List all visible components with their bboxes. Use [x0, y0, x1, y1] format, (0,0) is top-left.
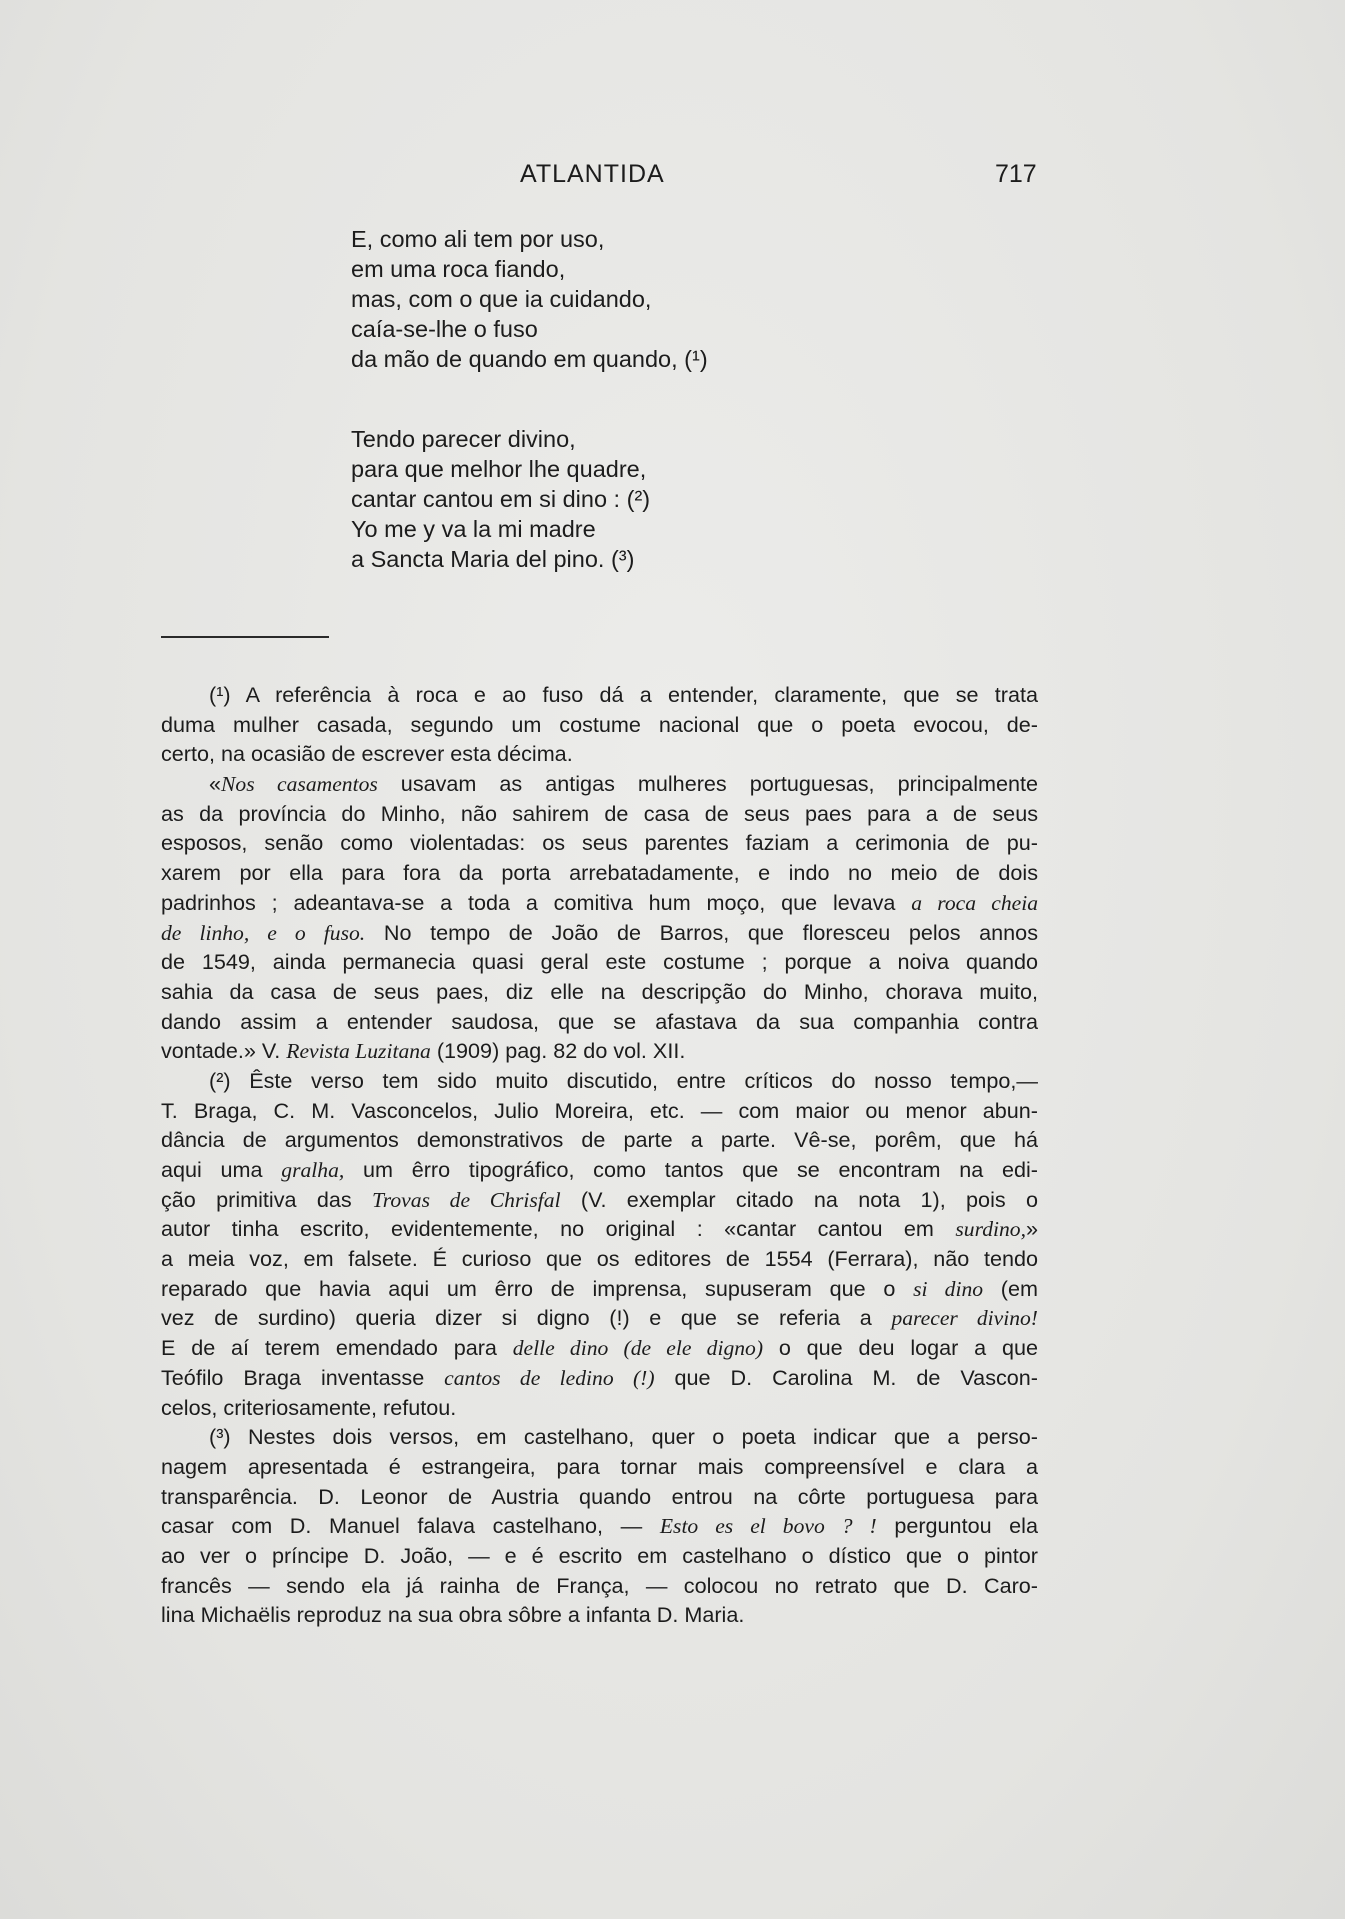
verse-line: da mão de quando em quando, (¹): [351, 346, 708, 372]
verse-line: E, como ali tem por uso,: [351, 226, 605, 252]
note-line: ao ver o príncipe D. João, — e é escrito em castelhano o dístico que o pintor: [161, 1542, 1038, 1568]
note-line: E de aí terem emendado para delle dino (de ele digno) o que deu logar a que: [161, 1335, 1038, 1361]
note-line: T. Braga, C. M. Vasconcelos, Julio Moreira, etc. — com maior ou menor abun-: [161, 1097, 1038, 1123]
note-line: (¹) A referência à roca e ao fuso dá a entender, claramente, que se trata: [209, 682, 1038, 707]
italic-phrase: de linho, e o fuso.: [161, 920, 366, 945]
note-line: celos, criteriosamente, refutou.: [161, 1394, 457, 1420]
verse-line: cantar cantou em si dino : (²): [351, 486, 651, 512]
italic-phrase: Nos casamentos: [221, 772, 378, 797]
verse-line: em uma roca fiando,: [351, 256, 566, 282]
note-line: certo, na ocasião de escrever esta décima.: [161, 741, 573, 767]
footnote-3: [161, 1422, 1038, 1630]
italic-phrase: si dino: [913, 1276, 984, 1301]
note-line: sahia da casa de seus paes, diz elle na descripção do Minho, chorava muito,: [161, 978, 1038, 1004]
note-line: casar com D. Manuel falava castelhano, — Esto es el bovo ? ! perguntou ela: [161, 1513, 1038, 1539]
verse-line: caía-se-lhe o fuso: [351, 316, 538, 342]
note-line: as da província do Minho, não sahirem de casa de seus paes para a de seus: [161, 800, 1038, 826]
italic-phrase: cantos de ledino (!): [444, 1365, 655, 1390]
italic-phrase: Revista Luzitana: [286, 1039, 431, 1064]
note-line: ção primitiva das Trovas de Chrisfal (V. exemplar citado na nota 1), pois o: [161, 1186, 1038, 1212]
note-line: vez de surdino) queria dizer si digno (!) e que se referia a parecer divino!: [161, 1305, 1038, 1331]
note-line: autor tinha escrito, evidentemente, no original : «cantar cantou em surdino,»: [161, 1216, 1038, 1242]
note-line: aqui uma gralha, um êrro tipográfico, como tantos que se encontram na edi-: [161, 1157, 1038, 1182]
note-line: de linho, e o fuso. No tempo de João de Barros, que floresceu pelos annos: [161, 919, 1038, 945]
verse-line: Tendo parecer divino,: [351, 426, 576, 452]
footnote-2: [161, 1066, 1038, 1422]
italic-phrase: Esto es el bovo ? !: [659, 1514, 877, 1539]
footnotes: [161, 680, 1038, 1630]
page-header: [0, 160, 1345, 196]
verse-line: a Sancta Maria del pino. (³): [351, 546, 635, 572]
italic-phrase: parecer divino!: [891, 1306, 1038, 1331]
footnote-rule: [161, 636, 329, 638]
italic-phrase: delle dino (de ele digno): [512, 1336, 764, 1361]
page-number: 717: [995, 160, 1037, 188]
italic-phrase: Trovas de Chrisfal: [371, 1187, 561, 1212]
poem-stanza-1: [351, 224, 708, 374]
note-line: francês — sendo ela já rainha de França, — colocou no retrato que D. Caro-: [161, 1572, 1038, 1598]
verse-line: para que melhor lhe quadre,: [351, 456, 647, 482]
italic-phrase: gralha,: [281, 1158, 345, 1182]
note-line: a meia voz, em falsete. É curioso que os editores de 1554 (Ferrara), não tendo: [161, 1246, 1038, 1272]
note-line: Teófilo Braga inventasse cantos de ledino (!) que D. Carolina M. de Vascon-: [161, 1364, 1038, 1390]
note-line: transparência. D. Leonor de Austria quando entrou na côrte portuguesa para: [161, 1483, 1038, 1509]
running-title: ATLANTIDA: [520, 160, 665, 188]
note-line: duma mulher casada, segundo um costume nacional que o poeta evocou, de-: [161, 711, 1038, 737]
poem-stanza-2: [351, 424, 650, 574]
verse-line: mas, com o que ia cuidando,: [351, 286, 652, 312]
verse-line: Yo me y va la mi madre: [351, 516, 596, 542]
note-line: esposos, senão como violentadas: os seus parentes faziam a cerimonia de pu-: [161, 830, 1038, 856]
note-line: (²) Êste verso tem sido muito discutido, entre críticos do nosso tempo,—: [209, 1067, 1038, 1093]
note-line: xarem por ella para fora da porta arrebatadamente, e indo no meio de dois: [161, 860, 1038, 886]
note-line: lina Michaëlis reproduz na sua obra sôbre a infanta D. Maria.: [161, 1602, 745, 1628]
note-line: reparado que havia aqui um êrro de imprensa, supuseram que o si dino (em: [161, 1275, 1038, 1301]
note-line: vontade.» V. Revista Luzitana (1909) pag. 82 do vol. XII.: [161, 1038, 686, 1064]
note-line: «Nos casamentos usavam as antigas mulheres portuguesas, principalmente: [209, 771, 1039, 797]
note-line: dância de argumentos demonstrativos de parte a parte. Vê-se, porêm, que há: [161, 1127, 1038, 1153]
italic-phrase: a roca cheia: [911, 890, 1038, 915]
note-line: padrinhos ; adeantava-se a toda a comitiva hum moço, que levava a roca cheia: [161, 889, 1038, 915]
footnote-1: [161, 680, 1038, 1066]
italic-phrase: surdino,: [955, 1217, 1026, 1242]
note-line: de 1549, ainda permanecia quasi geral este costume ; porque a noiva quando: [161, 949, 1038, 975]
note-line: nagem apresentada é estrangeira, para tornar mais compreensível e clara a: [161, 1453, 1038, 1479]
note-line: dando assim a entender saudosa, que se afastava da sua companhia contra: [161, 1008, 1038, 1034]
note-line: (³) Nestes dois versos, em castelhano, quer o poeta indicar que a perso-: [209, 1424, 1038, 1450]
